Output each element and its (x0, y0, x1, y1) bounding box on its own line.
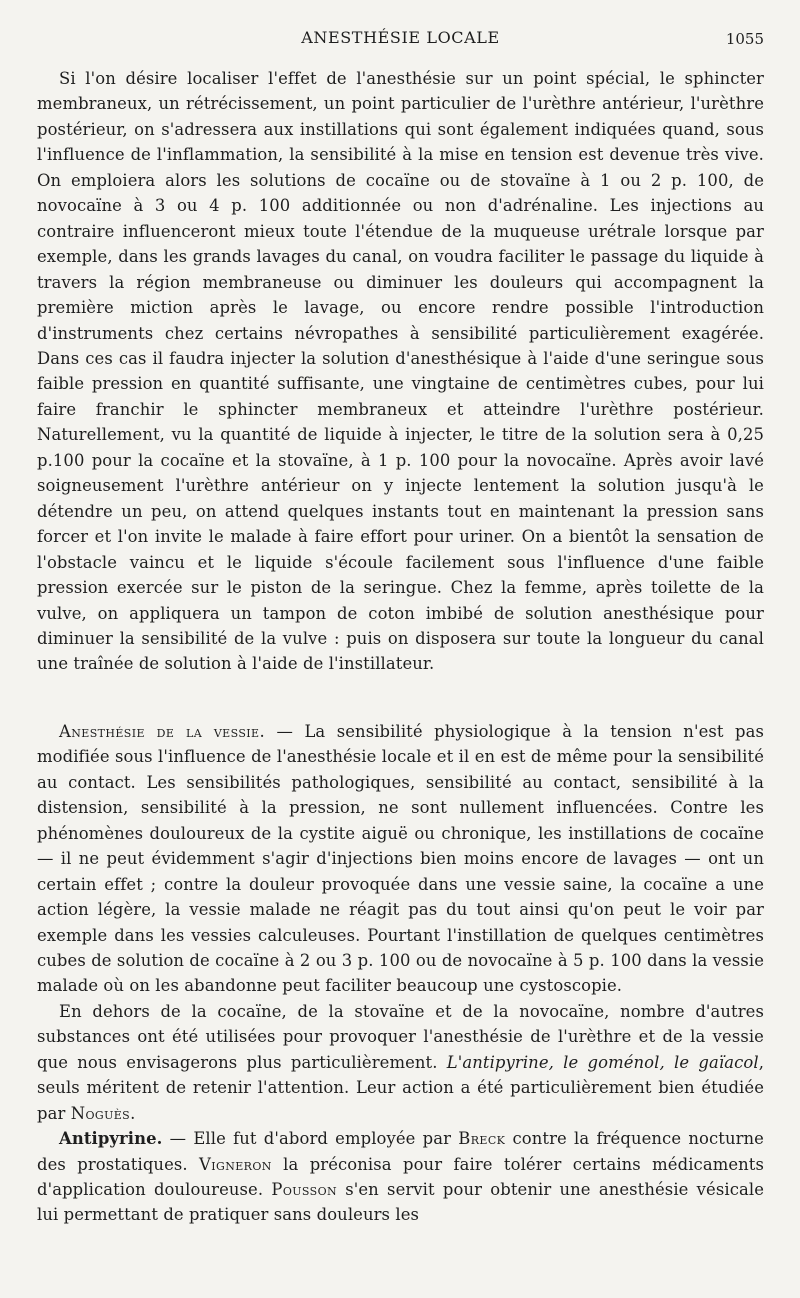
paragraph-antipyrine (37, 1126, 764, 1228)
section-heading-bladder: Anesthésie de la vessie. (59, 721, 266, 741)
substances-italic: L'antipyrine, le goménol, le gaïacol (446, 1052, 759, 1072)
antipyrine-text-d: s'en servit pour obtenir une anesthésie vésicale lui permettant de pratiquer sans douleurs les (37, 1180, 764, 1225)
antipyrine-text-b: contre la fréquence nocturne des prostatiques. (37, 1129, 764, 1174)
paragraph-urethral-anesthesia: Si l'on désire localiser l'effet de l'anesthésie sur un point spécial, le sphincter membraneux, un rétrécissement, un point particulier de l'urèthre antérieur, l'urèthre postérieur, on s'adressera aux instillations qui sont également indiquées quand, sous l'influence de l'inflammation, la sensibilité à la mise en tension est devenue très vive. On emploiera alors les solutions de cocaïne ou de stovaïne à 1 ou 2 p. 100, de novocaïne à 3 ou 4 p. 100 additionnée ou non d'adrénaline. Les injections au contraire influenceront mieux toute l'étendue de la muqueuse urétrale lorsque par exemple, dans les grands lavages du canal, on voudra faciliter le passage du liquide à travers la région membraneuse ou diminuer les douleurs qui accompagnent la première miction après le lavage, ou encore rendre possible l'introduction d'instruments chez certains névropathes à sensibilité particulièrement exagérée. Dans ces cas il faudra injecter la solution d'anesthésique à l'aide d'une seringue sous faible pression en quantité suffisante, une vingtaine de centimètres cubes, pour lui faire franchir le sphincter membraneux et atteindre l'urèthre postérieur. Naturellement, vu la quantité de liquide à injecter, le titre de la solution sera à 0,25 p.100 pour la cocaïne et la stovaïne, à 1 p. 100 pour la novocaïne. Après avoir lavé soigneusement l'urèthre antérieur on y injecte lentement la solution jusqu'à le détendre un peu, on attend quelques instants tout en maintenant la pression sans forcer et l'on invite le malade à faire effort pour uriner. On a bientôt la sensation de l'obstacle vaincu et le liquide s'écoule facilement sous l'influence d'une faible pression exercée sur le piston de la seringue. Chez la femme, après toilette de la vulve, on appliquera un tampon de coton imbibé de solution anesthésique pour diminuer la sensibilité de la vulve : puis on disposera sur toute la longueur du canal une traînée de solution à l'aide de l'instillateur. (37, 69, 764, 674)
running-header (37, 28, 764, 52)
subheading-antipyrine: Antipyrine. (59, 1129, 163, 1149)
section-spacer (37, 677, 764, 719)
paragraph-other-substances (37, 999, 764, 1126)
antipyrine-text-a: — Elle fut d'abord employée par (162, 1129, 459, 1149)
other-substances-text-a: En dehors de la cocaïne, de la stovaïne et de la novocaïne, nombre d'autres substances ont été utilisées pour provoquer l'anesthésie de l'urèthre et de la vessie que nous envisagerons plus particulièrement. (37, 1001, 764, 1072)
paragraph-bladder-anesthesia (37, 719, 764, 999)
running-title: ANESTHÉSIE LOCALE (301, 28, 500, 47)
author-nogues: Noguès (70, 1103, 131, 1123)
paragraph-bladder-text: — La sensibilité physiologique à la tension n'est pas modifiée sous l'influence de l'anesthésie locale et il en est de même pour la sensibilité au contact. Les sensibilités pathologiques, sensibilité au contact, sensibilité à la distension, sensibilité à la pression, ne sont nullement influencées. Contre les phénomènes douloureux de la cystite aiguë ou chronique, les instillations de cocaïne — il ne peut évidemment s'agir d'injections bien moins encore de lavages — ont un certain effet ; contre la douleur provoquée dans une vessie saine, la cocaïne a une action légère, la vessie malade ne réagit pas du tout ainsi qu'on peut le voir par exemple dans les vessies calculeuses. Pourtant l'instillation de quelques centimètres cubes de solution de cocaïne à 2 ou 3 p. 100 ou de novocaïne à 5 p. 100 dans la vessie malade où on les abandonne peut faciliter beaucoup une cystoscopie. (37, 721, 764, 996)
other-substances-text-b: , seuls méritent de retenir l'attention. Leur action a été particulièrement bien étudiée par (37, 1052, 764, 1123)
page-number: 1055 (725, 30, 764, 48)
author-vigneron: Vigneron (199, 1154, 272, 1174)
other-substances-text-c: . (130, 1103, 136, 1123)
antipyrine-text-c: la préconisa pour faire tolérer certains médicaments d'application douloureuse. (37, 1154, 764, 1200)
author-pousson: Pousson (271, 1180, 338, 1200)
author-breck: Breck (458, 1129, 506, 1149)
